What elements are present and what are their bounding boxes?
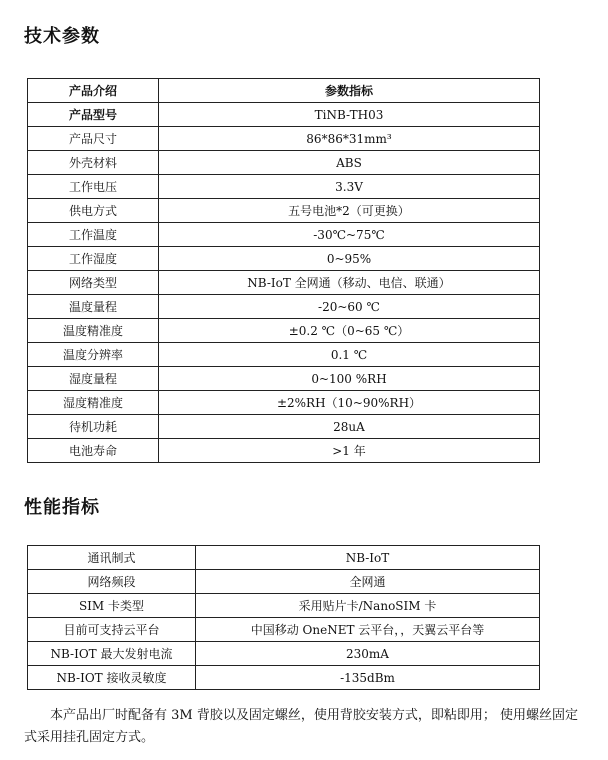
- spec-value: 中国移动 OneNET 云平台，，天翼云平台等: [196, 618, 540, 642]
- spec-name: 网络频段: [28, 570, 196, 594]
- performance-table: [27, 545, 540, 690]
- param-value: TiNB-TH03: [159, 103, 540, 127]
- tech-params-table: [27, 78, 540, 463]
- header-cell: 参数指标: [159, 79, 540, 103]
- param-value: 0~95%: [159, 247, 540, 271]
- spec-name: 目前可支持云平台: [28, 618, 196, 642]
- param-name: 湿度量程: [28, 367, 159, 391]
- table-row: [28, 295, 540, 319]
- table-row: [28, 127, 540, 151]
- table-row: [28, 223, 540, 247]
- spec-name: NB-IOT 接收灵敏度: [28, 666, 196, 690]
- table-row: [28, 247, 540, 271]
- table-row: [28, 175, 540, 199]
- performance-heading: 性能指标: [24, 497, 100, 518]
- table-row: [28, 271, 540, 295]
- param-name: 湿度精准度: [28, 391, 159, 415]
- param-value: ±0.2 ℃（0~65 ℃）: [159, 319, 540, 343]
- param-value: -30℃~75℃: [159, 223, 540, 247]
- spec-value: 全网通: [196, 570, 540, 594]
- param-value: ABS: [159, 151, 540, 175]
- param-value: 0.1 ℃: [159, 343, 540, 367]
- table-row: [28, 666, 540, 690]
- table-row: [28, 546, 540, 570]
- spec-value: NB-IoT: [196, 546, 540, 570]
- param-name: 供电方式: [28, 199, 159, 223]
- header-cell: 产品介绍: [28, 79, 159, 103]
- table-row: [28, 151, 540, 175]
- table-row: [28, 343, 540, 367]
- param-name: 工作湿度: [28, 247, 159, 271]
- spec-value: -135dBm: [196, 666, 540, 690]
- table-row: [28, 594, 540, 618]
- table-row: [28, 439, 540, 463]
- table-row: [28, 367, 540, 391]
- spec-name: NB-IOT 最大发射电流: [28, 642, 196, 666]
- spec-name: 通讯制式: [28, 546, 196, 570]
- table-row: [28, 199, 540, 223]
- spec-name: SIM 卡类型: [28, 594, 196, 618]
- table-row: [28, 618, 540, 642]
- param-value: 28uA: [159, 415, 540, 439]
- table-row: [28, 103, 540, 127]
- param-name: 网络类型: [28, 271, 159, 295]
- param-name: 工作电压: [28, 175, 159, 199]
- param-value: >1 年: [159, 439, 540, 463]
- table-header-row: [28, 79, 540, 103]
- table-row: [28, 391, 540, 415]
- param-value: 86*86*31mm³: [159, 127, 540, 151]
- param-value: 五号电池*2（可更换）: [159, 199, 540, 223]
- table-row: [28, 570, 540, 594]
- installation-note: 本产品出厂时配备有 3M 背胶以及固定螺丝，使用背胶安装方式，即粘即用； 使用螺丝固定式采用挂孔固定方式。: [24, 708, 578, 745]
- param-value: -20~60 ℃: [159, 295, 540, 319]
- param-value: ±2%RH（10~90%RH）: [159, 391, 540, 415]
- param-name: 产品尺寸: [28, 127, 159, 151]
- param-name: 待机功耗: [28, 415, 159, 439]
- param-value: NB-IoT 全网通（移动、电信、联通）: [159, 271, 540, 295]
- param-value: 3.3V: [159, 175, 540, 199]
- spec-value: 采用贴片卡/NanoSIM 卡: [196, 594, 540, 618]
- param-name: 温度分辨率: [28, 343, 159, 367]
- param-name: 外壳材料: [28, 151, 159, 175]
- param-name: 温度量程: [28, 295, 159, 319]
- tech-params-heading: 技术参数: [24, 26, 100, 47]
- param-name: 电池寿命: [28, 439, 159, 463]
- table-row: [28, 319, 540, 343]
- param-name: 产品型号: [28, 103, 159, 127]
- param-name: 温度精准度: [28, 319, 159, 343]
- param-value: 0~100 %RH: [159, 367, 540, 391]
- param-name: 工作温度: [28, 223, 159, 247]
- table-row: [28, 415, 540, 439]
- spec-value: 230mA: [196, 642, 540, 666]
- table-row: [28, 642, 540, 666]
